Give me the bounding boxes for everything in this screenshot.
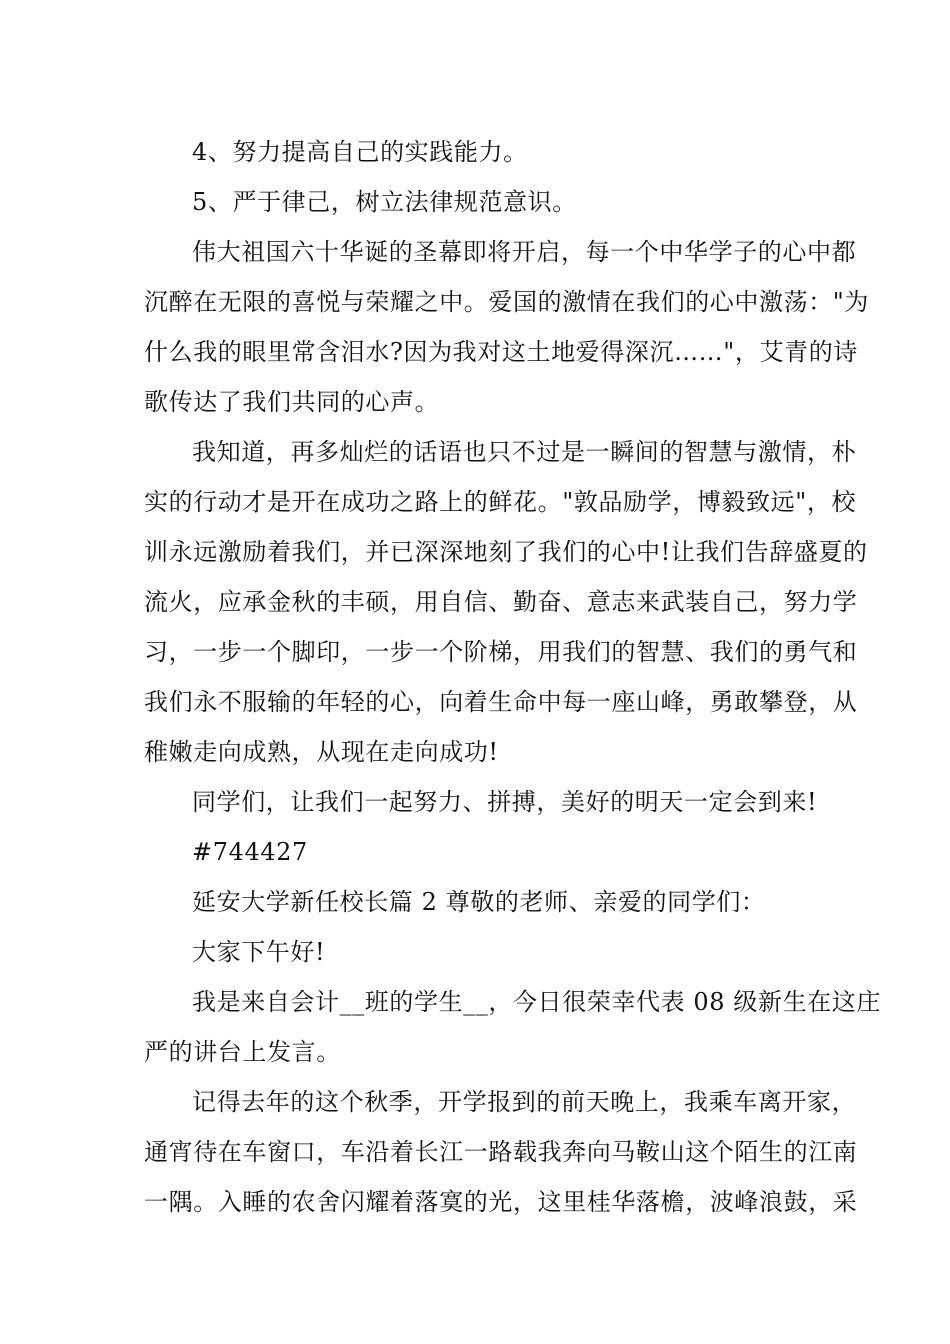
paragraph-line: 记得去年的这个秋季，开学报到的前天晚上，我乘车离开家， (192, 1088, 857, 1116)
paragraph-line: 同学们，让我们一起努力、拼搏，美好的明天一定会到来! (192, 788, 818, 816)
paragraph-line: 一隅。入睡的农舍闪耀着落寞的光，这里桂华落檐，波峰浪鼓，采 (144, 1188, 858, 1216)
paragraph-line: 训永远激励着我们，并已深深地刻了我们的心中!让我们告辞盛夏的 (144, 538, 868, 566)
paragraph-line: 伟大祖国六十华诞的圣幕即将开启，每一个中华学子的心中都 (192, 238, 857, 266)
paragraph-line: 流火，应承金秋的丰硕，用自信、勤奋、意志来武装自己，努力学 (144, 588, 858, 616)
paragraph-line: 习，一步一个脚印，一步一个阶梯，用我们的智慧、我们的勇气和 (144, 638, 858, 666)
paragraph-line: 我们永不服输的年轻的心，向着生命中每一座山峰，勇敢攀登，从 (144, 688, 858, 716)
paragraph-line: 我是来自会计__班的学生__，今日很荣幸代表 08 级新生在这庄 (192, 988, 881, 1016)
paragraph-line: 歌传达了我们共同的心声。 (144, 388, 440, 416)
paragraph-line: 我知道，再多灿烂的话语也只不过是一瞬间的智慧与激情，朴 (192, 438, 857, 466)
paragraph-line: 实的行动才是开在成功之路上的鲜花。"敦品励学，博毅致远"，校 (144, 488, 857, 516)
paragraph-line: 什么我的眼里常含泪水?因为我对这土地爱得深沉……"，艾青的诗 (144, 338, 858, 366)
list-item-4: 4、努力提高自己的实践能力。 (192, 138, 528, 166)
paragraph-line: 严的讲台上发言。 (144, 1038, 341, 1066)
paragraph-line: 沉醉在无限的喜悦与荣耀之中。爱国的激情在我们的心中激荡："为 (144, 288, 870, 316)
paragraph-line: 稚嫩走向成熟，从现在走向成功! (144, 738, 499, 766)
section-heading: 延安大学新任校长篇 2 尊敬的老师、亲爱的同学们： (192, 888, 766, 916)
list-item-5: 5、严于律己，树立法律规范意识。 (192, 188, 577, 216)
greeting-line: 大家下午好! (192, 938, 326, 966)
paragraph-line: 通宵待在车窗口，车沿着长江一路载我奔向马鞍山这个陌生的江南 (144, 1138, 858, 1166)
document-id: #744427 (192, 838, 308, 866)
